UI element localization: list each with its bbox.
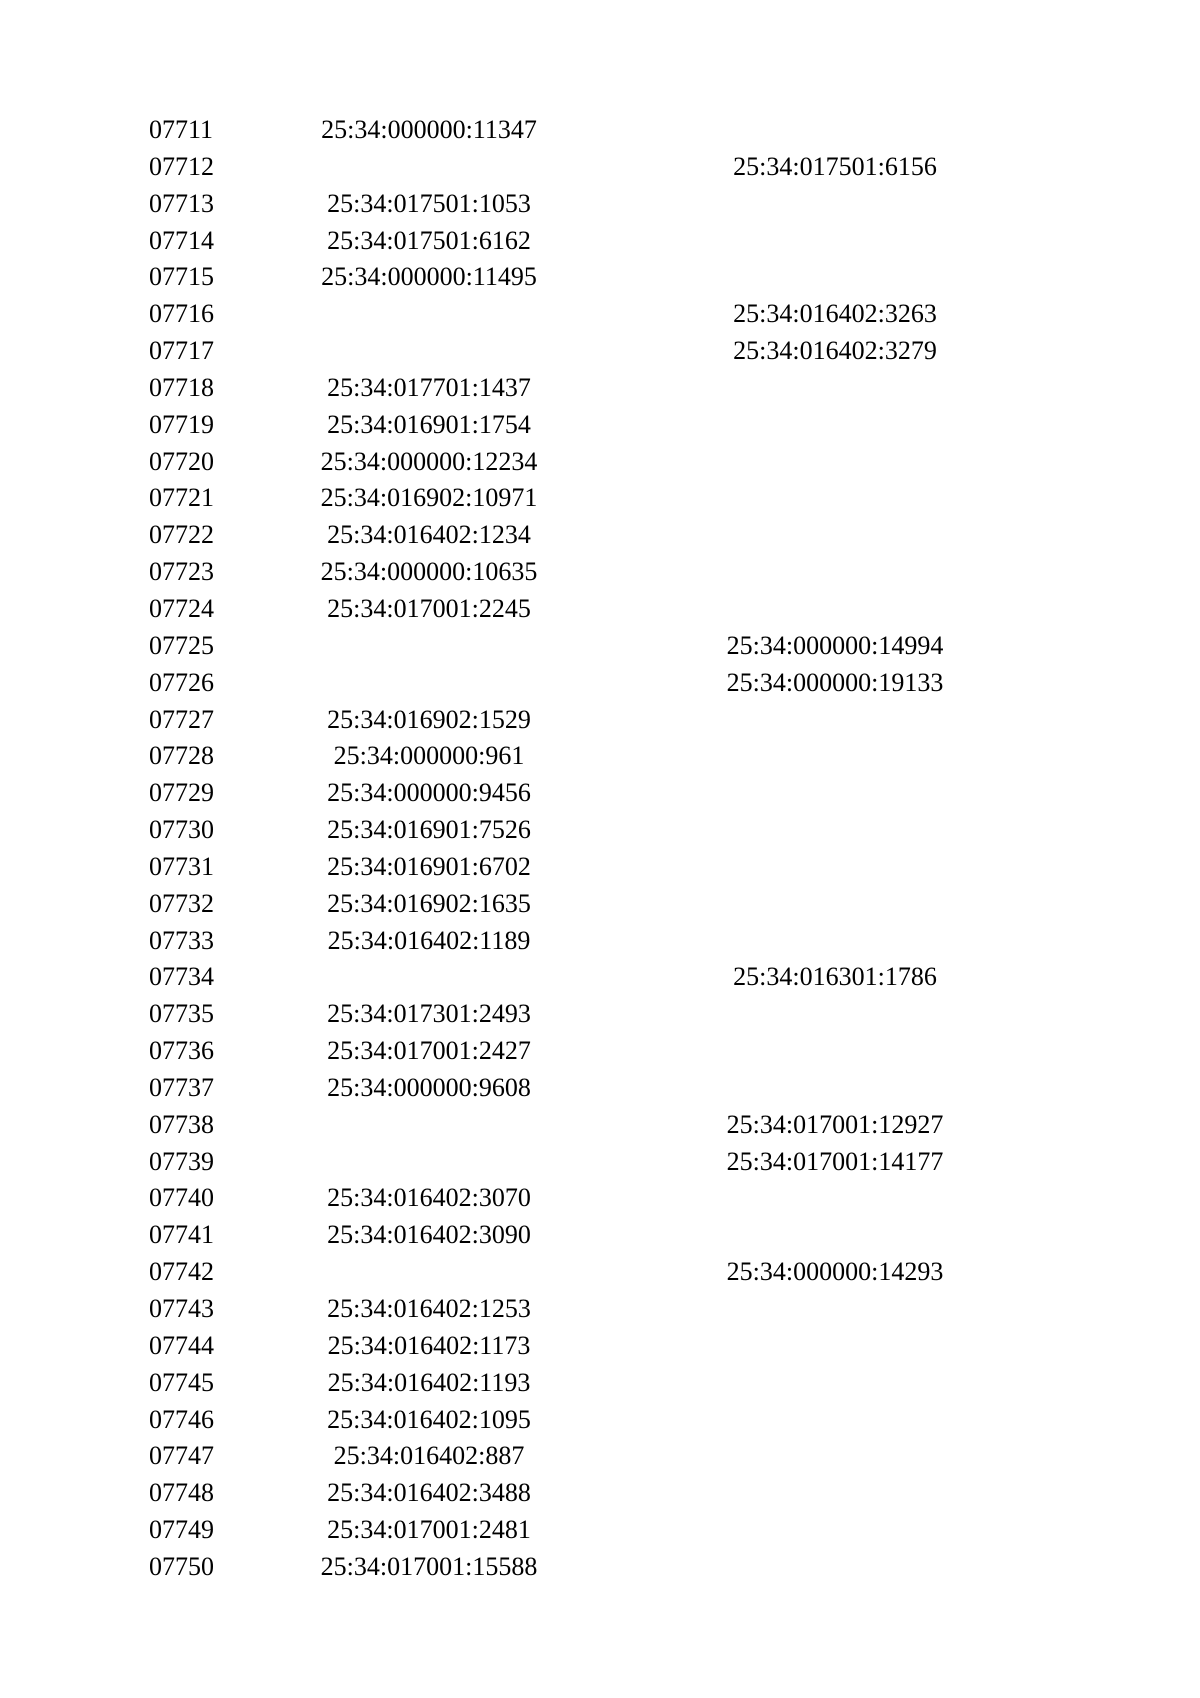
row-number: 07729 [149, 778, 214, 808]
cadastral-number-col1: 25:34:000000:11347 [321, 115, 537, 144]
cadastral-number-col1: 25:34:016402:3488 [327, 1478, 531, 1508]
cadastral-number-col2: 25:34:016301:1786 [733, 962, 937, 992]
row-number: 07750 [149, 1551, 214, 1581]
table-row [0, 370, 1200, 407]
row-number: 07733 [149, 925, 214, 955]
cadastral-number-col1: 25:34:017001:2245 [327, 593, 531, 623]
cadastral-number-col1: 25:34:017501:6162 [327, 225, 531, 255]
row-number: 07719 [149, 409, 214, 439]
cadastral-number-col1: 25:34:016402:1253 [327, 1294, 531, 1323]
table-row [0, 1365, 1200, 1402]
table-row [0, 1549, 1200, 1586]
table-row [0, 1512, 1200, 1549]
table-row [0, 1107, 1200, 1144]
table-row [0, 1254, 1200, 1291]
cadastral-number-col1: 25:34:016402:1234 [327, 520, 531, 550]
cadastral-number-col1: 25:34:016402:887 [333, 1441, 525, 1471]
table-row [0, 591, 1200, 628]
table-row [0, 1144, 1200, 1181]
row-number: 07738 [149, 1109, 214, 1139]
row-number: 07712 [149, 151, 214, 181]
cadastral-number-col1: 25:34:000000:9456 [327, 778, 531, 808]
table-row [0, 996, 1200, 1033]
row-number: 07740 [149, 1183, 214, 1213]
table-row [0, 480, 1200, 517]
table-row [0, 738, 1200, 775]
table-row [0, 959, 1200, 996]
cadastral-number-col1: 25:34:000000:12234 [320, 446, 538, 476]
row-number: 07726 [149, 667, 214, 697]
table-row [0, 333, 1200, 370]
cadastral-number-col2: 25:34:017501:6156 [733, 151, 937, 181]
table-row [0, 186, 1200, 223]
row-number: 07721 [149, 483, 214, 513]
row-number: 07727 [149, 704, 214, 734]
row-number: 07743 [149, 1294, 214, 1323]
table-row [0, 702, 1200, 739]
table-row [0, 259, 1200, 296]
table-row [0, 775, 1200, 812]
table-row [0, 1328, 1200, 1365]
table-row [0, 923, 1200, 960]
cadastral-number-col2: 25:34:016402:3263 [733, 299, 937, 329]
table-row [0, 886, 1200, 923]
table-row [0, 112, 1200, 149]
table-row [0, 444, 1200, 481]
cadastral-number-col1: 25:34:016402:1095 [327, 1404, 531, 1434]
row-number: 07724 [149, 593, 214, 623]
table-row [0, 407, 1200, 444]
table-row [0, 1438, 1200, 1475]
row-number: 07731 [149, 851, 214, 881]
row-number: 07718 [149, 372, 214, 402]
cadastral-number-col2: 25:34:017001:14177 [726, 1146, 944, 1176]
row-number: 07725 [149, 630, 214, 660]
table-row [0, 1070, 1200, 1107]
row-number: 07736 [149, 1036, 214, 1066]
cadastral-number-col2: 25:34:000000:14293 [726, 1257, 944, 1287]
cadastral-number-col1: 25:34:017701:1437 [327, 372, 531, 402]
cadastral-number-col2: 25:34:016402:3279 [733, 336, 937, 366]
row-number: 07723 [149, 557, 214, 587]
table-row [0, 517, 1200, 554]
cadastral-number-col1: 25:34:016901:6702 [327, 851, 531, 881]
cadastral-number-col2: 25:34:000000:19133 [726, 667, 944, 697]
cadastral-number-col1: 25:34:000000:961 [333, 741, 525, 771]
row-number: 07720 [149, 446, 214, 476]
row-number: 07722 [149, 520, 214, 550]
cadastral-table [0, 112, 1200, 1586]
cadastral-number-col1: 25:34:016902:1529 [327, 704, 531, 734]
table-row [0, 1033, 1200, 1070]
table-row [0, 628, 1200, 665]
row-number: 07732 [149, 888, 214, 918]
table-row [0, 1180, 1200, 1217]
table-row [0, 1291, 1200, 1328]
cadastral-number-col1: 25:34:017001:15588 [320, 1551, 538, 1581]
table-row [0, 554, 1200, 591]
row-number: 07741 [149, 1220, 214, 1250]
table-row [0, 812, 1200, 849]
row-number: 07716 [149, 299, 214, 329]
row-number: 07747 [149, 1441, 214, 1471]
row-number: 07749 [149, 1515, 214, 1545]
row-number: 07730 [149, 815, 214, 845]
row-number: 07742 [149, 1257, 214, 1287]
cadastral-number-col2: 25:34:017001:12927 [726, 1109, 944, 1139]
cadastral-number-col1: 25:34:016402:1189 [327, 925, 531, 955]
cadastral-number-col1: 25:34:016901:7526 [327, 815, 531, 845]
row-number: 07713 [149, 188, 214, 218]
row-number: 07717 [149, 336, 214, 366]
table-row [0, 149, 1200, 186]
cadastral-number-col1: 25:34:017501:1053 [327, 188, 531, 218]
row-number: 07728 [149, 741, 214, 771]
cadastral-number-col1: 25:34:016901:1754 [327, 409, 531, 439]
row-number: 07739 [149, 1146, 214, 1176]
cadastral-number-col1: 25:34:017001:2427 [327, 1036, 531, 1066]
table-row [0, 665, 1200, 702]
row-number: 07711 [149, 115, 214, 144]
cadastral-number-col1: 25:34:016402:1173 [327, 1330, 531, 1360]
cadastral-number-col1: 25:34:017301:2493 [327, 999, 531, 1029]
cadastral-number-col1: 25:34:000000:9608 [327, 1072, 531, 1102]
row-number: 07715 [149, 262, 214, 292]
table-row [0, 296, 1200, 333]
row-number: 07734 [149, 962, 214, 992]
cadastral-number-col1: 25:34:000000:10635 [320, 557, 538, 587]
row-number: 07748 [149, 1478, 214, 1508]
table-row [0, 1402, 1200, 1439]
table-row [0, 849, 1200, 886]
row-number: 07737 [149, 1072, 214, 1102]
cadastral-number-col1: 25:34:016402:3090 [327, 1220, 531, 1250]
cadastral-number-col1: 25:34:017001:2481 [327, 1515, 531, 1545]
cadastral-number-col2: 25:34:000000:14994 [726, 630, 944, 660]
cadastral-number-col1: 25:34:016402:1193 [327, 1367, 531, 1397]
table-row [0, 1475, 1200, 1512]
row-number: 07744 [149, 1330, 214, 1360]
table-row [0, 223, 1200, 260]
row-number: 07745 [149, 1367, 214, 1397]
cadastral-number-col1: 25:34:016902:10971 [320, 483, 538, 513]
row-number: 07746 [149, 1404, 214, 1434]
cadastral-number-col1: 25:34:016402:3070 [327, 1183, 531, 1213]
row-number: 07714 [149, 225, 214, 255]
cadastral-number-col1: 25:34:000000:11495 [321, 262, 537, 292]
row-number: 07735 [149, 999, 214, 1029]
cadastral-number-col1: 25:34:016902:1635 [327, 888, 531, 918]
table-row [0, 1217, 1200, 1254]
